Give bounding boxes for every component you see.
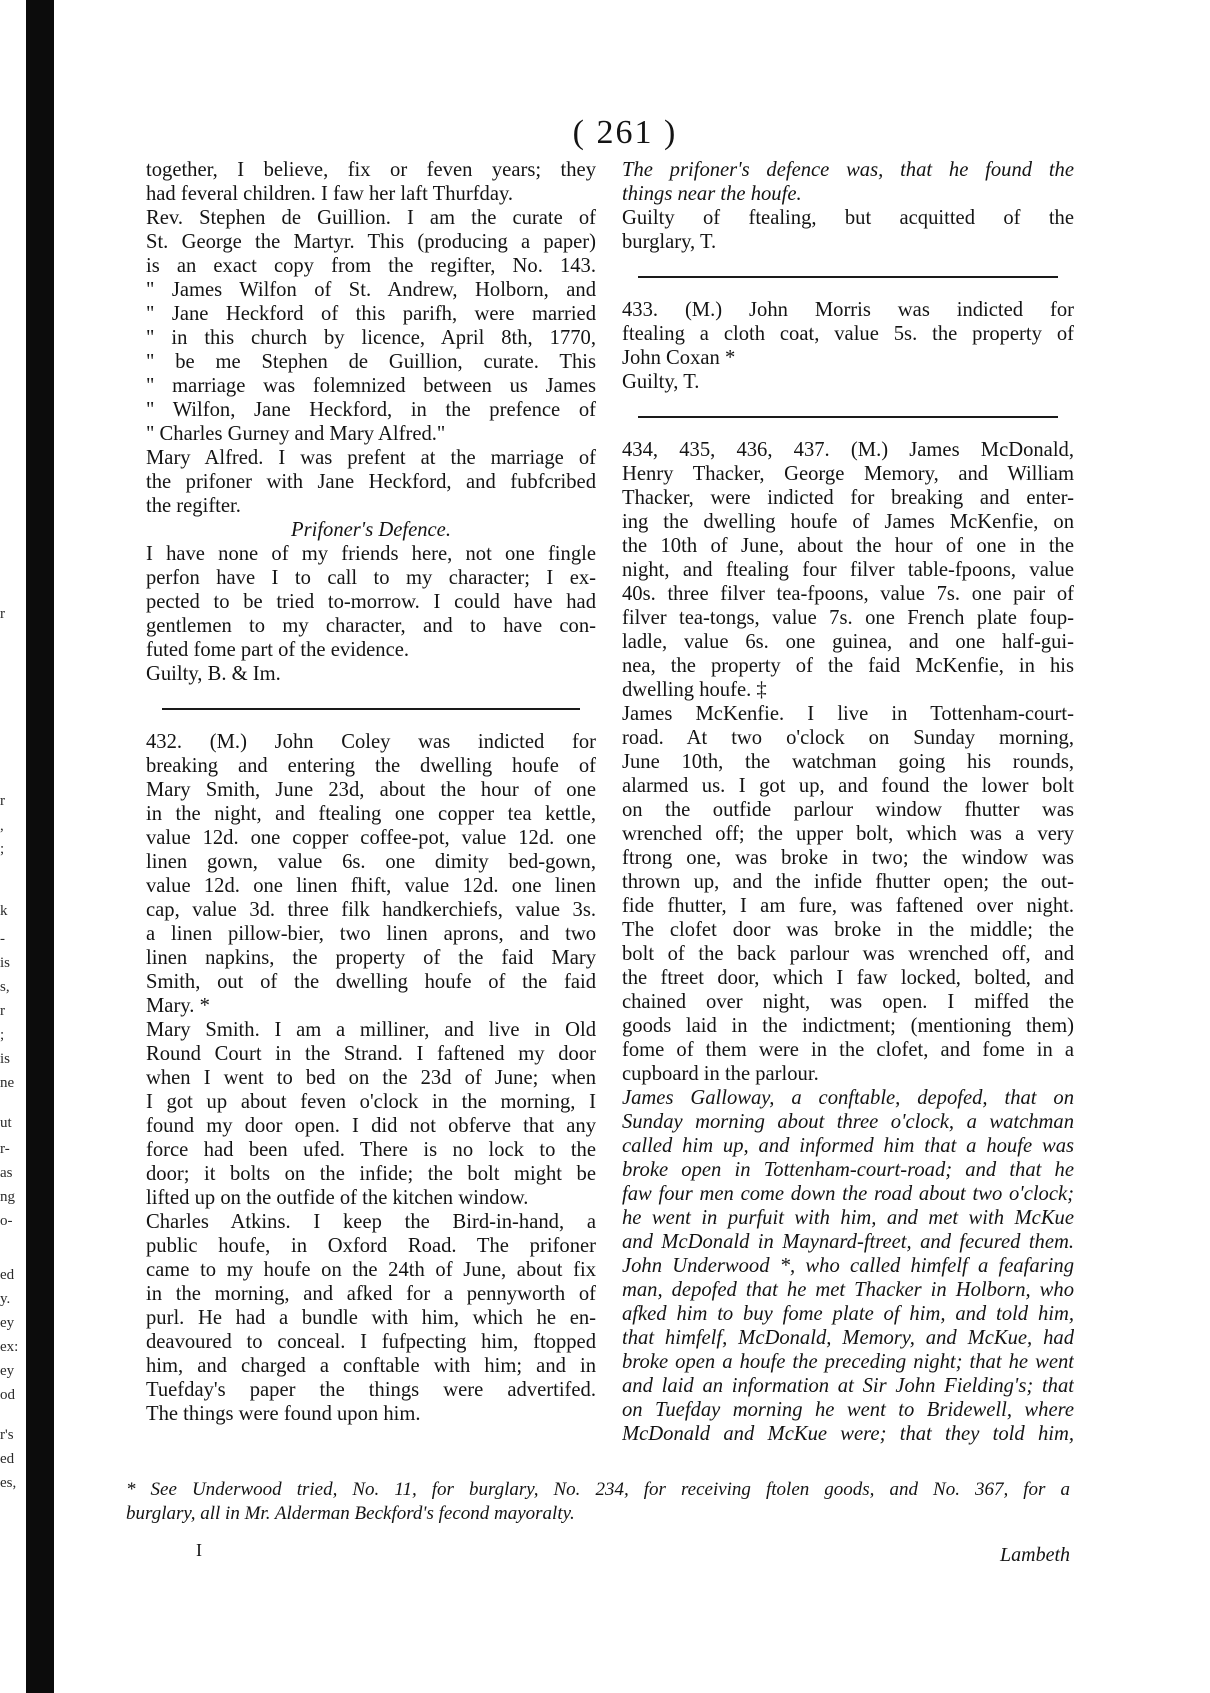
testimony-line: called him up, and informed him that a houfe was bbox=[622, 1135, 1074, 1157]
verdict-line: Guilty, T. bbox=[622, 371, 700, 393]
text-line: The things were found upon him. bbox=[146, 1403, 421, 1425]
text-line: found my door open. I did not obferve that any bbox=[146, 1115, 596, 1137]
speaker-line: Rev. Stephen de Guillion. I am the curate of bbox=[146, 207, 596, 229]
testimony-line: James Galloway, a conftable, depofed, that on bbox=[622, 1087, 1074, 1109]
text-line: public houfe, in Oxford Road. The prifoner bbox=[146, 1235, 596, 1257]
margin-fragment: r bbox=[0, 606, 5, 622]
margin-fragment: ex: bbox=[0, 1339, 19, 1355]
text-line: ftrong one, was broke in two; the window was bbox=[622, 847, 1074, 869]
text-line: fide fhutter, I am fure, was faftened over night. bbox=[622, 895, 1074, 917]
verdict-line: Guilty of ftealing, but acquitted of the bbox=[622, 207, 1074, 229]
text-line: Thacker, were indicted for breaking and enter- bbox=[622, 487, 1074, 509]
margin-fragment: s, bbox=[0, 979, 10, 995]
text-line: futed fome part of the evidence. bbox=[146, 639, 410, 661]
text-line: pected to be tried to-morrow. I could have had bbox=[146, 591, 596, 613]
text-line: 40s. three filver tea-fpoons, value 7s. one pair of bbox=[622, 583, 1074, 605]
text-line: Tuefday's paper the things were advertifed. bbox=[146, 1379, 596, 1401]
text-line: St. George the Martyr. This (producing a paper) bbox=[146, 231, 596, 253]
section-rule bbox=[638, 276, 1058, 278]
text-line: linen napkins, the property of the faid Mary bbox=[146, 947, 596, 969]
quoted-line: " be me Stephen de Guillion, curate. This bbox=[146, 351, 596, 373]
text-line: The clofet door was broke in the middle; the bbox=[622, 919, 1074, 941]
text-line: cupboard in the parlour. bbox=[622, 1063, 819, 1085]
section-heading: Prifoner's Defence. bbox=[291, 519, 451, 541]
text-line: chained over night, was open. I miffed the bbox=[622, 991, 1074, 1013]
testimony-line: on Tuefday morning he went to Bridewell, where bbox=[622, 1399, 1074, 1421]
text-line: John Coxan * bbox=[622, 347, 736, 369]
text-line: Mary. * bbox=[146, 995, 210, 1017]
footnote-line: burglary, all in Mr. Alderman Beckford's fecond mayoralty. bbox=[126, 1503, 575, 1524]
footnote bbox=[126, 1478, 1070, 1526]
testimony-line: broke open in Tottenham-court-road; and that he bbox=[622, 1159, 1074, 1181]
quoted-line: " marriage was folemnized between us James bbox=[146, 375, 596, 397]
quoted-line: " in this church by licence, April 8th, 1770, bbox=[146, 327, 596, 349]
section-rule bbox=[638, 416, 1058, 418]
text-line: him, and charged a conftable with him; and in bbox=[146, 1355, 596, 1377]
text-line: on the outfide parlour window fhutter was bbox=[622, 799, 1074, 821]
quoted-line: " Charles Gurney and Mary Alfred." bbox=[146, 423, 446, 445]
margin-fragment: r- bbox=[0, 1141, 10, 1157]
text-line: is an exact copy from the regifter, No. 143. bbox=[146, 255, 596, 277]
quoted-line: " Jane Heckford of this parifh, were married bbox=[146, 303, 596, 325]
margin-fragment: ne bbox=[0, 1075, 15, 1091]
margin-fragment: , bbox=[0, 818, 4, 834]
text-line: The prifoner's defence was, that he found the bbox=[622, 159, 1074, 181]
text-line: filver tea-tongs, value 7s. one French plate foup- bbox=[622, 607, 1074, 629]
text-line: ladle, value 6s. one guinea, and one half-gui- bbox=[622, 631, 1074, 653]
right-column bbox=[622, 158, 1074, 1446]
speaker-line: Mary Smith. I am a milliner, and live in Old bbox=[146, 1019, 596, 1041]
page-number: ( 261 ) bbox=[572, 114, 678, 151]
margin-fragment: ; bbox=[0, 1027, 5, 1043]
text-line: ing the dwelling houfe of James McKenfie, on bbox=[622, 511, 1074, 533]
text-line: a linen pillow-bier, two linen aprons, and two bbox=[146, 923, 596, 945]
case-heading-line: 432. (M.) John Coley was indicted for bbox=[146, 731, 596, 753]
speaker-line: Charles Atkins. I keep the Bird-in-hand, a bbox=[146, 1211, 596, 1233]
quoted-line: " Wilfon, Jane Heckford, in the prefence of bbox=[146, 399, 596, 421]
text-line: together, I believe, fix or feven years; they bbox=[146, 159, 596, 181]
footnote-line: * See Underwood tried, No. 11, for burglary, No. 234, for receiving ftolen goods, and No. 367, for a bbox=[126, 1479, 1070, 1500]
testimony-line: and laid an information at Sir John Fielding's; that bbox=[622, 1375, 1074, 1397]
text-line: things near the houfe. bbox=[622, 183, 802, 205]
margin-fragment: r bbox=[0, 793, 5, 809]
signature-mark: I bbox=[196, 1540, 202, 1560]
text-line: had feveral children. I faw her laft Thurfday. bbox=[146, 183, 514, 205]
text-line: night, and ftealing four filver table-fpoons, value bbox=[622, 559, 1074, 581]
text-line: June 10th, the watchman going his rounds, bbox=[622, 751, 1074, 773]
text-line: in the night, and ftealing one copper tea kettle, bbox=[146, 803, 596, 825]
testimony-line: McDonald and McKue were; that they told him, bbox=[622, 1423, 1074, 1445]
text-line: Henry Thacker, George Memory, and William bbox=[622, 463, 1074, 485]
speaker-line: Mary Alfred. I was prefent at the marriage of bbox=[146, 447, 596, 469]
testimony-line: broke open a houfe the preceding night; that he went bbox=[622, 1351, 1074, 1373]
margin-fragment: is bbox=[0, 955, 11, 971]
text-line: force had been ufed. There is no lock to the bbox=[146, 1139, 596, 1161]
testimony-line: he went in purfuit with him, and met with McKue bbox=[622, 1207, 1074, 1229]
margin-fragment: ey bbox=[0, 1315, 15, 1331]
margin-fragment: is bbox=[0, 1051, 11, 1067]
testimony-line: faw four men come down the road about two o'clock; bbox=[622, 1183, 1074, 1205]
text-line: door; it bolts on the infide; the bolt might be bbox=[146, 1163, 596, 1185]
text-line: ftealing a cloth coat, value 5s. the property of bbox=[622, 323, 1074, 345]
margin-fragment: y. bbox=[0, 1291, 11, 1307]
margin-fragment: as bbox=[0, 1165, 13, 1181]
text-line: bolt of the back parlour was wrenched off, and bbox=[622, 943, 1074, 965]
text-line: nea, the property of the faid McKenfie, in his bbox=[622, 655, 1074, 677]
margin-fragment: od bbox=[0, 1387, 15, 1403]
binding-shadow bbox=[26, 0, 54, 1693]
speaker-line: James McKenfie. I live in Tottenham-court- bbox=[622, 703, 1074, 725]
quoted-line: " James Wilfon of St. Andrew, Holborn, and bbox=[146, 279, 596, 301]
text-line: purl. He had a bundle with him, which he en- bbox=[146, 1307, 596, 1329]
text-line: the prifoner with Jane Heckford, and fubfcribed bbox=[146, 471, 596, 493]
margin-fragment: k bbox=[0, 903, 8, 919]
text-line: Round Court in the Strand. I faftened my door bbox=[146, 1043, 596, 1065]
margin-fragment: ed bbox=[0, 1451, 15, 1467]
text-line: came to my houfe on the 24th of June, about fix bbox=[146, 1259, 596, 1281]
section-rule bbox=[162, 708, 580, 710]
catchword: Lambeth bbox=[1000, 1544, 1070, 1566]
margin-fragment: es, bbox=[0, 1475, 17, 1491]
case-heading-line: 433. (M.) John Morris was indicted for bbox=[622, 299, 1074, 321]
testimony-line: John Underwood *, who called himfelf a feafaring bbox=[622, 1255, 1074, 1277]
margin-fragment: ed bbox=[0, 1267, 15, 1283]
text-line: in the morning, and afked for a pennyworth of bbox=[146, 1283, 596, 1305]
text-line: the regifter. bbox=[146, 495, 241, 517]
verdict-line: burglary, T. bbox=[622, 231, 717, 253]
text-line: value 12d. one copper coffee-pot, value 12d. one bbox=[146, 827, 596, 849]
text-line: alarmed us. I got up, and found the lower bolt bbox=[622, 775, 1074, 797]
margin-fragment: ng bbox=[0, 1189, 15, 1205]
margin-fragment: ey bbox=[0, 1363, 15, 1379]
margin-fragment: r bbox=[0, 1003, 5, 1019]
margin-fragment: - bbox=[0, 931, 5, 947]
text-line: Mary Smith, June 23d, about the hour of one bbox=[146, 779, 596, 801]
text-line: road. At two o'clock on Sunday morning, bbox=[622, 727, 1074, 749]
text-line: lifted up on the outfide of the kitchen window. bbox=[146, 1187, 529, 1209]
left-column bbox=[146, 158, 596, 1426]
testimony-line: man, depofed that he met Thacker in Holborn, who bbox=[622, 1279, 1074, 1301]
text-line: linen gown, value 6s. one dimity bed-gown, bbox=[146, 851, 596, 873]
text-line: goods laid in the indictment; (mentioning them) bbox=[622, 1015, 1074, 1037]
text-line: the 10th of June, about the hour of one in the bbox=[622, 535, 1074, 557]
text-line: cap, value 3d. three filk handkerchiefs, value 3s. bbox=[146, 899, 596, 921]
margin-fragment: r's bbox=[0, 1427, 14, 1443]
text-line: when I went to bed on the 23d of June; when bbox=[146, 1067, 596, 1089]
margin-fragment: ut bbox=[0, 1115, 12, 1131]
text-line: Smith, out of the dwelling houfe of the faid bbox=[146, 971, 596, 993]
testimony-line: that himfelf, McDonald, Memory, and McKue, had bbox=[622, 1327, 1074, 1349]
text-line: perfon have I to call to my character; I ex- bbox=[146, 567, 596, 589]
text-line: I got up about feven o'clock in the morning, I bbox=[146, 1091, 596, 1113]
margin-fragment: o- bbox=[0, 1213, 13, 1229]
verdict-line: Guilty, B. & Im. bbox=[146, 663, 281, 685]
testimony-line: and McDonald in Maynard-ftreet, and fecured them. bbox=[622, 1231, 1074, 1253]
margin-fragment: ; bbox=[0, 841, 5, 857]
text-line: dwelling houfe. ‡ bbox=[622, 679, 767, 701]
text-line: thrown up, and the infide fhutter open; the out- bbox=[622, 871, 1074, 893]
text-line: breaking and entering the dwelling houfe of bbox=[146, 755, 596, 777]
testimony-line: Sunday morning about three o'clock, a watchman bbox=[622, 1111, 1074, 1133]
text-line: fome of them were in the clofet, and fome in a bbox=[622, 1039, 1074, 1061]
text-line: gentlemen to my character, and to have con- bbox=[146, 615, 596, 637]
text-line: I have none of my friends here, not one fingle bbox=[146, 543, 596, 565]
text-line: wrenched off; the upper bolt, which was a very bbox=[622, 823, 1074, 845]
testimony-line: afked him to buy fome plate of him, and told him, bbox=[622, 1303, 1074, 1325]
text-line: value 12d. one linen fhift, value 12d. one linen bbox=[146, 875, 596, 897]
text-line: the ftreet door, which I faw locked, bolted, and bbox=[622, 967, 1074, 989]
text-line: deavoured to conceal. I fufpecting him, ftopped bbox=[146, 1331, 596, 1353]
case-heading-line: 434, 435, 436, 437. (M.) James McDonald, bbox=[622, 439, 1074, 461]
